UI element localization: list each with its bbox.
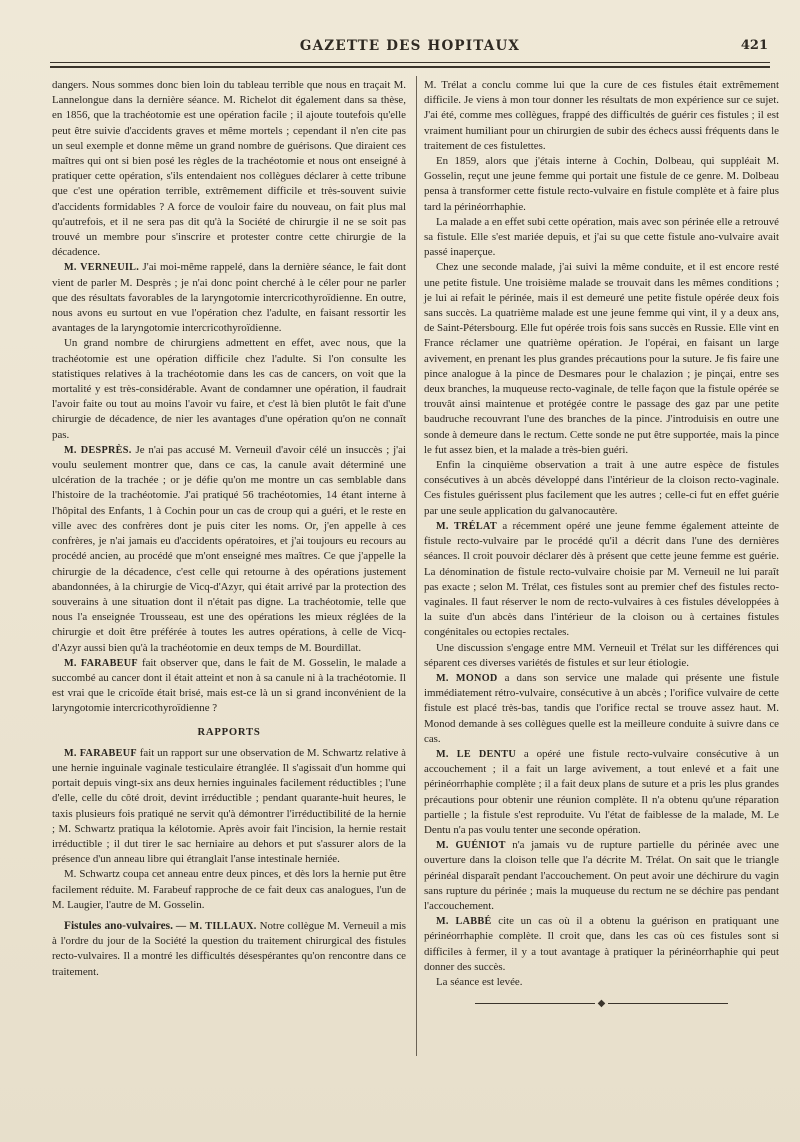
paragraph: M. Schwartz coupa cet anneau entre deux pinces, et dès lors la hernie put être facilement réduite. M. Farabeuf rapproche de ce fait deux cas analogues, l'un de M. Laugier, l'autre de M. Gosselin. bbox=[52, 868, 406, 911]
speaker-name: M. FARABEUF bbox=[64, 747, 137, 759]
section-title: RAPPORTS bbox=[197, 726, 261, 738]
paragraph: La malade a en effet subi cette opération, mais avec son périnée elle a retrouvé sa fistule. Elle s'est mariée depuis, et j'ai su que cette fistule ano-vulvaire avait passé inaperçue. bbox=[424, 215, 779, 259]
paragraph-text: a dans son service une malade qui présente une fistule immédiatement rétro-vulvaire, consécutive à un abcès ; l'orifice vulvaire de cette fistule est placé très-bas, tandis que l'orifice rectal se trouve assez haut. M. Monod demande à ses collègues quelle est la meilleure conduite à suivre dans ce cas. bbox=[424, 671, 779, 745]
paragraph: M. Trélat a conclu comme lui que la cure de ces fistules était extrêmement difficile. Je viens à mon tour donner les résultats de mon expérience sur ce sujet. J'ai été, comme mes collègues, frappé des difficultés de guérir ces fistules ; il est vraiment humiliant pour un chirurgien de subir des échecs aussi fréquents dans le traitement de ces fistulettes. bbox=[424, 79, 779, 152]
closing-line: La séance est levée. bbox=[436, 975, 523, 988]
paragraph-text: a récemment opéré une jeune femme également atteinte de fistule recto-vulvaire par le procédé qu'il a décrit dans l'une des dernières séances. Il croit pouvoir déclarer dès à présent que cette jeune femme est guérie. La dénomination de fistule recto-vulvaire choisie par M. Verneuil ne lui paraît pas exacte ; selon M. Trélat, ces fistules sont au premier chef des fistules recto-vaginales. Il faut réserver le nom de recto-vulvaires à ces fistules développées à la suite d'un abcès dans l'intérieur de la cloison ou à certaines fistules congénitales ou ectopies rectales. bbox=[424, 519, 779, 639]
header-rule-thick bbox=[50, 66, 770, 68]
subsection-heading: Fistules ano-vulvaires. bbox=[64, 919, 173, 932]
paragraph-text: J'ai moi-même rappelé, dans la dernière séance, le fait dont vient de parler M. Desprès ; je n'ai donc point cherché à le céler pour ne parler que des résultats favorables de la laryngotomie intercricothyroïdienne. En outre, nous avons eu surtout en vue l'opération chez l'adulte, en faisant ressortir les avantages de la laryngotomie intercricothyroïdienne. bbox=[52, 261, 406, 335]
paragraph: Un grand nombre de chirurgiens admettent en effet, avec nous, que la trachéotomie est une opération difficile chez l'adulte. Si l'on consulte les statistiques relatives à la trachéotomie dans les cas de cancers, on voit que la mortalité y est très-considérable. Avant de condamner une opération, il faudrait l'avoir faite ou tout au moins l'avoir vu faire, et c'est là bien plutôt le fait d'une chirurgie de décadence, de nier les avantages d'une opération qu'on ne connaît pas. bbox=[52, 337, 406, 441]
paragraph bbox=[424, 838, 779, 914]
paragraph bbox=[424, 671, 779, 747]
paragraph-text: fait observer que, dans le fait de M. Gosselin, le malade a succombé au cancer dont il était atteint et non à sa canule ni à la trachéotomie. Il est vrai que le cricoïde était brisé, mais est-ce là un si grand inconvénient de la laryngotomie intercricothyroïdienne ? bbox=[52, 656, 406, 715]
paragraph-text: Notre collègue M. Verneuil a mis à l'ordre du jour de la Société la question du traitement chirurgical des fistules recto-vulvaires. Il a montré les difficultés désespérantes qu'on rencontre dans ce traitement. bbox=[52, 919, 406, 978]
speaker-name: M. LE DENTU bbox=[436, 748, 517, 760]
paragraph bbox=[424, 914, 779, 975]
speaker-name: M. TRÉLAT bbox=[436, 520, 497, 532]
paragraph bbox=[52, 443, 406, 656]
journal-title: GAZETTE DES HOPITAUX bbox=[299, 38, 521, 54]
paragraph bbox=[52, 919, 406, 980]
speaker-name: M. LABBÉ bbox=[436, 916, 492, 928]
end-ornament: ◆ bbox=[424, 996, 779, 1011]
column-separator bbox=[416, 76, 417, 1056]
paragraph-text: cite un cas où il a obtenu la guérison en pratiquant une périnéorrhaphie complète. Il croit que, dans les cas où ces fistules sont si difficiles à fermer, il y a tout avantage à pratiquer la périnéorrhaphie qui peut donner des succès. bbox=[424, 915, 779, 973]
speaker-name: M. MONOD bbox=[436, 672, 498, 684]
paragraph bbox=[52, 746, 406, 868]
page-header bbox=[50, 38, 770, 64]
left-column bbox=[52, 78, 406, 980]
right-column bbox=[424, 78, 779, 1011]
paragraph: dangers. Nous sommes donc bien loin du tableau terrible que nous en traçait M. Lannelongue dans la dernière séance. M. Richelot dit également dans sa thèse, en 1856, que la trachéotomie est une opération facile ; il ajoute toutefois qu'elle peut être suivie d'accidents graves et même mortels ; cependant il n'en cite pas un seul exemple et donne même un grand nombre de guérisons. Que diraient ces maîtres qui ont si bien posé les règles de la trachéotomie et nous ont enseigné à pratiquer cette opération, s'ils entendaient nos collègues déclarer à cette tribune que c'est une opération terrible, extrêmement difficile et très-souvent suivie d'accidents formidables ? A force de vouloir faire du nouveau, on fait plus mal qu'autrefois, et il ne sera pas dit qu'à la Société de chirurgie il ne se soit pas trouvé un membre pour s'inscrire et protester contre cette chirurgie de la décadence. bbox=[52, 79, 406, 259]
speaker-name: M. VERNEUIL. bbox=[64, 262, 140, 274]
paragraph: Enfin la cinquième observation a trait à une autre espèce de fistules consécutives à un abcès développé dans l'intérieur de la cloison recto-vaginale. Ces fistules guérissent plus facilement que les autres ; celle-ci fut en effet guérie par une seule application du galvanocautère. bbox=[424, 459, 779, 517]
speaker-name: M. GUÉNIOT bbox=[436, 840, 506, 852]
speaker-name: M. DESPRÈS. bbox=[64, 444, 132, 456]
paragraph-text: a opéré une fistule recto-vulvaire consécutive à un accouchement ; il a fait un large avivement, a tout enlevé et a fait une périnéorrhaphie complète ; il a fait deux plans de suture et a pris les plus grandes précautions pour obtenir une réunion complète. Il n'a obtenu qu'une réparation partielle ; la fistule s'est reproduite. Vu l'état de faiblesse de la malade, M. Le Dentu n'a pas voulu tenter une seconde opération. bbox=[424, 747, 780, 836]
paragraph: En 1859, alors que j'étais interne à Cochin, Dolbeau, qui suppléait M. Gosselin, reçut une jeune femme qui portait une fistule de ce genre. M. Dolbeau pensa à transformer cette fistule recto-vulvaire en fistule complète et à faire plus tard la périnéorrhaphie. bbox=[424, 155, 779, 213]
paragraph-text: fait un rapport sur une observation de M. Schwartz relative à une hernie inguinale vaginale testiculaire étranglée. Il s'agissait d'un homme qui portait depuis vingt-six ans deux hernies inguinales facilement réductibles ; l'une d'elle, celle du côté droit, devint irréductible ; pendant quarante-huit heures, le taxis plusieurs fois pratiqué ne servit qu'à démontrer l'irréductibilité de la hernie ; M. Schwartz pratiqua la kélotomie. Après avoir fait l'incision, la hernie restait irréductible ; il dut tirer le sac herniaire au dehors et put s'assurer alors de la présence d'un anneau libre qui étranglait l'anse intestinale herniée. bbox=[52, 746, 406, 866]
paragraph bbox=[424, 747, 779, 838]
header-rule-thin bbox=[50, 62, 770, 63]
paragraph bbox=[52, 656, 406, 717]
speaker-name: — M. TILLAUX. bbox=[175, 920, 257, 932]
paragraph-text: n'a jamais vu de rupture partielle du périnée avec une ouverture dans la cloison telle que l'a décrite M. Trélat. On sait que le triangle périnéal disparaît pendant l'accouchement. On peut avoir une déchirure du vagin sans rupture du périnée ; mais la muqueuse du rectum ne se déchire pas pendant l'accouchement. bbox=[424, 839, 779, 912]
paragraph-text: Je n'ai pas accusé M. Verneuil d'avoir célé un insuccès ; j'ai voulu seulement montrer que, dans ce cas, la canule avait déterminé une ulcération de la trachée ; or je défie qu'on me montre un cas semblable dans l'histoire de la trachéotomie. J'ai pratiqué 56 trachéotomies, 14 étant interne à l'hôpital des Enfants, 1 à Cochin pour un cas de croup qui a guéri, et le reste en ville avec des confrères dont je puis citer les noms. Or, j'en appelle à ces confrères, je n'ai jamais eu d'accidents opératoires, et j'ai toujours eu recours au procédé ancien, au procédé que m'ont enseigné mes maîtres. Ce que j'appelle la chirurgie de la décadence, c'est celle qui retourne à des opérations justement abandonnées, à la chirurgie de Vicq-d'Azyr, qui était arrivé par la protection des souverains à une situation dont il n'était pas digne. La trachéotomie, telle que nous l'a enseignée Trousseau, est une des opérations les mieux réglées de la chirurgie et doit être préférée à toutes les autres opérations, à celle de Vicq-d'Azyr aussi bien qu'à la trachéotomie en deux temps de M. Bourdillat. bbox=[52, 443, 406, 654]
page-number: 421 bbox=[740, 38, 768, 53]
paragraph: Une discussion s'engage entre MM. Verneuil et Trélat sur les différences qui séparent ces diverses variétés de fistules et sur leur étiologie. bbox=[424, 641, 779, 669]
paragraph bbox=[52, 260, 406, 336]
paragraph bbox=[424, 519, 779, 641]
speaker-name: M. FARABEUF bbox=[64, 657, 138, 669]
paragraph: Chez une seconde malade, j'ai suivi la même conduite, et il est encore resté une petite fistule. Une troisième malade se trouvait dans les mêmes conditions ; je lui ai refait le périnée, mais il est demeuré une petite fistule opérée deux fois sans succès. La quatrième malade est une jeune femme qui vint, il y a deux ans, de Saint-Pétersbourg. Elle fut opérée trois fois sans succès en Russie. Elle vint en France réclamer une quatrième opération. Je l'opérai, en faisant un large avivement, en prenant les plus grandes précautions pour la suture. Je fis faire une pince analogue à la pince de Desmares pour le chalazion ; je pinçai, entre ses deux branches, la muqueuse recto-vaginale, de telle façon que la fistule opérée se trouvât ainsi maintenue et protégée contre le passage des gaz par une petite baudruche recouvrant l'une des branches de la pince. J'introduisis en outre une sonde à demeure dans le rectum. Cette sonde ne put être supportée, mais la pince le fut assez bien, et la malade a très-bien guéri. bbox=[424, 261, 779, 456]
